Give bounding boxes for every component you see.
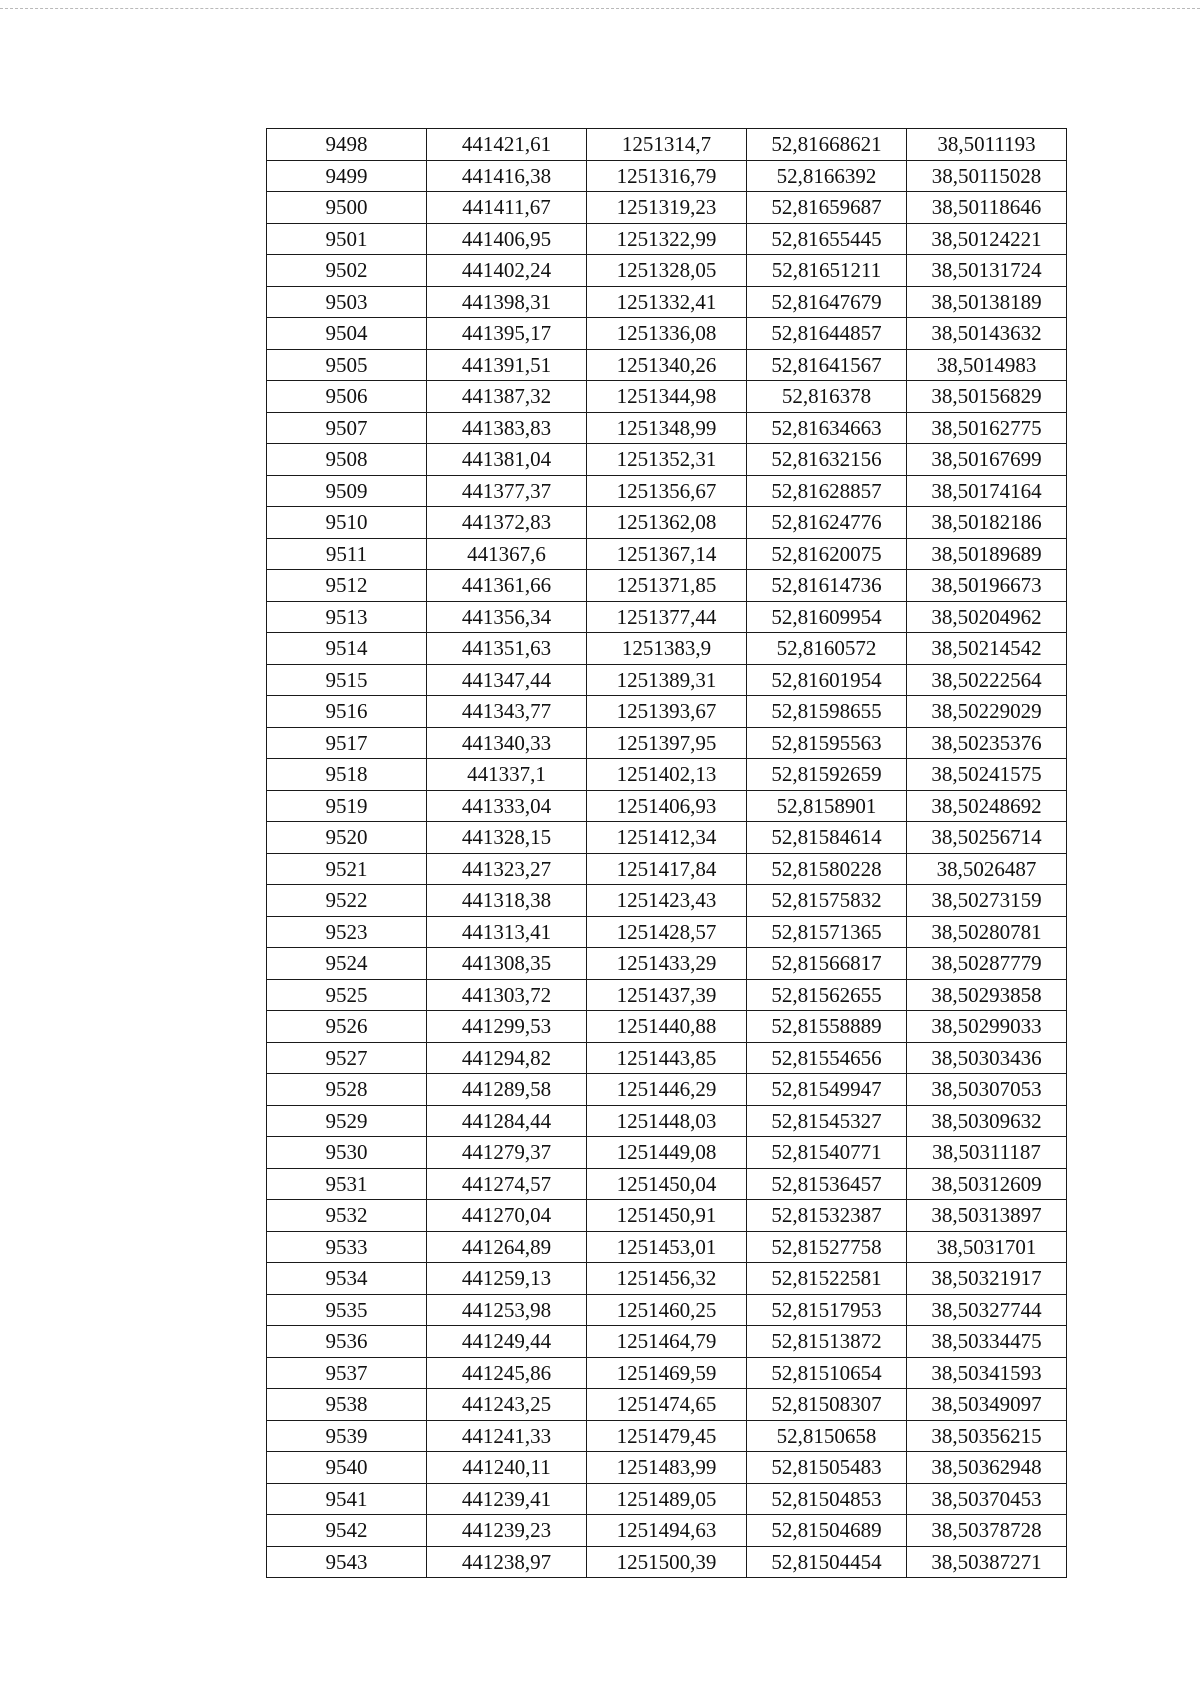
x-coordinate-cell: 441249,44 xyxy=(427,1326,587,1358)
y-coordinate-cell: 1251348,99 xyxy=(587,412,747,444)
point-number-cell: 9533 xyxy=(267,1231,427,1263)
point-number-cell: 9530 xyxy=(267,1137,427,1169)
longitude-cell: 38,50162775 xyxy=(907,412,1067,444)
y-coordinate-cell: 1251319,23 xyxy=(587,192,747,224)
x-coordinate-cell: 441387,32 xyxy=(427,381,587,413)
longitude-cell: 38,50321917 xyxy=(907,1263,1067,1295)
latitude-cell: 52,81592659 xyxy=(747,759,907,791)
longitude-cell: 38,50124221 xyxy=(907,223,1067,255)
latitude-cell: 52,8166392 xyxy=(747,160,907,192)
x-coordinate-cell: 441264,89 xyxy=(427,1231,587,1263)
y-coordinate-cell: 1251450,04 xyxy=(587,1168,747,1200)
x-coordinate-cell: 441279,37 xyxy=(427,1137,587,1169)
x-coordinate-cell: 441289,58 xyxy=(427,1074,587,1106)
table-row xyxy=(267,1452,1067,1484)
point-number-cell: 9518 xyxy=(267,759,427,791)
y-coordinate-cell: 1251423,43 xyxy=(587,885,747,917)
table-row xyxy=(267,1200,1067,1232)
table-row xyxy=(267,286,1067,318)
x-coordinate-cell: 441238,97 xyxy=(427,1546,587,1578)
y-coordinate-cell: 1251352,31 xyxy=(587,444,747,476)
y-coordinate-cell: 1251448,03 xyxy=(587,1105,747,1137)
table-row xyxy=(267,601,1067,633)
latitude-cell: 52,81527758 xyxy=(747,1231,907,1263)
y-coordinate-cell: 1251464,79 xyxy=(587,1326,747,1358)
latitude-cell: 52,81508307 xyxy=(747,1389,907,1421)
y-coordinate-cell: 1251389,31 xyxy=(587,664,747,696)
x-coordinate-cell: 441361,66 xyxy=(427,570,587,602)
x-coordinate-cell: 441402,24 xyxy=(427,255,587,287)
x-coordinate-cell: 441391,51 xyxy=(427,349,587,381)
table-row xyxy=(267,916,1067,948)
longitude-cell: 38,50370453 xyxy=(907,1483,1067,1515)
latitude-cell: 52,8150658 xyxy=(747,1420,907,1452)
y-coordinate-cell: 1251474,65 xyxy=(587,1389,747,1421)
latitude-cell: 52,81513872 xyxy=(747,1326,907,1358)
latitude-cell: 52,81540771 xyxy=(747,1137,907,1169)
point-number-cell: 9536 xyxy=(267,1326,427,1358)
point-number-cell: 9531 xyxy=(267,1168,427,1200)
x-coordinate-cell: 441270,04 xyxy=(427,1200,587,1232)
latitude-cell: 52,816378 xyxy=(747,381,907,413)
table-row xyxy=(267,1042,1067,1074)
longitude-cell: 38,50222564 xyxy=(907,664,1067,696)
longitude-cell: 38,50118646 xyxy=(907,192,1067,224)
y-coordinate-cell: 1251450,91 xyxy=(587,1200,747,1232)
x-coordinate-cell: 441333,04 xyxy=(427,790,587,822)
y-coordinate-cell: 1251453,01 xyxy=(587,1231,747,1263)
y-coordinate-cell: 1251449,08 xyxy=(587,1137,747,1169)
latitude-cell: 52,81545327 xyxy=(747,1105,907,1137)
longitude-cell: 38,50138189 xyxy=(907,286,1067,318)
y-coordinate-cell: 1251443,85 xyxy=(587,1042,747,1074)
x-coordinate-cell: 441323,27 xyxy=(427,853,587,885)
point-number-cell: 9513 xyxy=(267,601,427,633)
table-row xyxy=(267,1168,1067,1200)
latitude-cell: 52,81609954 xyxy=(747,601,907,633)
point-number-cell: 9502 xyxy=(267,255,427,287)
point-number-cell: 9537 xyxy=(267,1357,427,1389)
point-number-cell: 9524 xyxy=(267,948,427,980)
point-number-cell: 9516 xyxy=(267,696,427,728)
point-number-cell: 9532 xyxy=(267,1200,427,1232)
table-row xyxy=(267,759,1067,791)
latitude-cell: 52,8158901 xyxy=(747,790,907,822)
table-row xyxy=(267,318,1067,350)
point-number-cell: 9527 xyxy=(267,1042,427,1074)
x-coordinate-cell: 441337,1 xyxy=(427,759,587,791)
latitude-cell: 52,81659687 xyxy=(747,192,907,224)
x-coordinate-cell: 441241,33 xyxy=(427,1420,587,1452)
x-coordinate-cell: 441411,67 xyxy=(427,192,587,224)
latitude-cell: 52,81624776 xyxy=(747,507,907,539)
longitude-cell: 38,50167699 xyxy=(907,444,1067,476)
longitude-cell: 38,50156829 xyxy=(907,381,1067,413)
x-coordinate-cell: 441318,38 xyxy=(427,885,587,917)
latitude-cell: 52,81655445 xyxy=(747,223,907,255)
x-coordinate-cell: 441416,38 xyxy=(427,160,587,192)
table-row xyxy=(267,1105,1067,1137)
x-coordinate-cell: 441294,82 xyxy=(427,1042,587,1074)
point-number-cell: 9526 xyxy=(267,1011,427,1043)
longitude-cell: 38,50334475 xyxy=(907,1326,1067,1358)
point-number-cell: 9504 xyxy=(267,318,427,350)
table-row xyxy=(267,979,1067,1011)
point-number-cell: 9523 xyxy=(267,916,427,948)
table-row xyxy=(267,822,1067,854)
longitude-cell: 38,50280781 xyxy=(907,916,1067,948)
latitude-cell: 52,81510654 xyxy=(747,1357,907,1389)
longitude-cell: 38,50256714 xyxy=(907,822,1067,854)
latitude-cell: 52,81575832 xyxy=(747,885,907,917)
table-row xyxy=(267,696,1067,728)
y-coordinate-cell: 1251412,34 xyxy=(587,822,747,854)
y-coordinate-cell: 1251397,95 xyxy=(587,727,747,759)
longitude-cell: 38,50189689 xyxy=(907,538,1067,570)
latitude-cell: 52,81620075 xyxy=(747,538,907,570)
point-number-cell: 9534 xyxy=(267,1263,427,1295)
y-coordinate-cell: 1251483,99 xyxy=(587,1452,747,1484)
y-coordinate-cell: 1251446,29 xyxy=(587,1074,747,1106)
latitude-cell: 52,81532387 xyxy=(747,1200,907,1232)
longitude-cell: 38,50299033 xyxy=(907,1011,1067,1043)
x-coordinate-cell: 441347,44 xyxy=(427,664,587,696)
y-coordinate-cell: 1251456,32 xyxy=(587,1263,747,1295)
y-coordinate-cell: 1251489,05 xyxy=(587,1483,747,1515)
x-coordinate-cell: 441356,34 xyxy=(427,601,587,633)
y-coordinate-cell: 1251322,99 xyxy=(587,223,747,255)
point-number-cell: 9519 xyxy=(267,790,427,822)
longitude-cell: 38,50356215 xyxy=(907,1420,1067,1452)
scan-top-edge xyxy=(0,8,1200,9)
longitude-cell: 38,50241575 xyxy=(907,759,1067,791)
latitude-cell: 52,81641567 xyxy=(747,349,907,381)
table-row xyxy=(267,633,1067,665)
point-number-cell: 9515 xyxy=(267,664,427,696)
y-coordinate-cell: 1251433,29 xyxy=(587,948,747,980)
table-row xyxy=(267,1263,1067,1295)
point-number-cell: 9539 xyxy=(267,1420,427,1452)
x-coordinate-cell: 441372,83 xyxy=(427,507,587,539)
table-row xyxy=(267,192,1067,224)
longitude-cell: 38,50327744 xyxy=(907,1294,1067,1326)
latitude-cell: 52,81522581 xyxy=(747,1263,907,1295)
table-row xyxy=(267,885,1067,917)
table-row xyxy=(267,1546,1067,1578)
x-coordinate-cell: 441381,04 xyxy=(427,444,587,476)
x-coordinate-cell: 441351,63 xyxy=(427,633,587,665)
longitude-cell: 38,50287779 xyxy=(907,948,1067,980)
x-coordinate-cell: 441245,86 xyxy=(427,1357,587,1389)
point-number-cell: 9529 xyxy=(267,1105,427,1137)
x-coordinate-cell: 441395,17 xyxy=(427,318,587,350)
table-row xyxy=(267,727,1067,759)
x-coordinate-cell: 441239,41 xyxy=(427,1483,587,1515)
longitude-cell: 38,50303436 xyxy=(907,1042,1067,1074)
table-row xyxy=(267,475,1067,507)
longitude-cell: 38,50349097 xyxy=(907,1389,1067,1421)
table-row xyxy=(267,538,1067,570)
x-coordinate-cell: 441367,6 xyxy=(427,538,587,570)
x-coordinate-cell: 441284,44 xyxy=(427,1105,587,1137)
y-coordinate-cell: 1251494,63 xyxy=(587,1515,747,1547)
longitude-cell: 38,50311187 xyxy=(907,1137,1067,1169)
x-coordinate-cell: 441383,83 xyxy=(427,412,587,444)
latitude-cell: 52,81601954 xyxy=(747,664,907,696)
y-coordinate-cell: 1251469,59 xyxy=(587,1357,747,1389)
table-row xyxy=(267,507,1067,539)
point-number-cell: 9503 xyxy=(267,286,427,318)
longitude-cell: 38,50387271 xyxy=(907,1546,1067,1578)
point-number-cell: 9506 xyxy=(267,381,427,413)
y-coordinate-cell: 1251383,9 xyxy=(587,633,747,665)
y-coordinate-cell: 1251417,84 xyxy=(587,853,747,885)
coordinates-table-body xyxy=(267,129,1067,1578)
longitude-cell: 38,50143632 xyxy=(907,318,1067,350)
point-number-cell: 9500 xyxy=(267,192,427,224)
longitude-cell: 38,50378728 xyxy=(907,1515,1067,1547)
longitude-cell: 38,50341593 xyxy=(907,1357,1067,1389)
point-number-cell: 9510 xyxy=(267,507,427,539)
longitude-cell: 38,50235376 xyxy=(907,727,1067,759)
y-coordinate-cell: 1251362,08 xyxy=(587,507,747,539)
latitude-cell: 52,81632156 xyxy=(747,444,907,476)
longitude-cell: 38,50362948 xyxy=(907,1452,1067,1484)
x-coordinate-cell: 441240,11 xyxy=(427,1452,587,1484)
latitude-cell: 52,81505483 xyxy=(747,1452,907,1484)
point-number-cell: 9520 xyxy=(267,822,427,854)
table-row xyxy=(267,1074,1067,1106)
latitude-cell: 52,81562655 xyxy=(747,979,907,1011)
point-number-cell: 9499 xyxy=(267,160,427,192)
longitude-cell: 38,50131724 xyxy=(907,255,1067,287)
point-number-cell: 9525 xyxy=(267,979,427,1011)
table-row xyxy=(267,948,1067,980)
y-coordinate-cell: 1251336,08 xyxy=(587,318,747,350)
latitude-cell: 52,81634663 xyxy=(747,412,907,444)
point-number-cell: 9543 xyxy=(267,1546,427,1578)
longitude-cell: 38,50313897 xyxy=(907,1200,1067,1232)
y-coordinate-cell: 1251406,93 xyxy=(587,790,747,822)
point-number-cell: 9509 xyxy=(267,475,427,507)
y-coordinate-cell: 1251460,25 xyxy=(587,1294,747,1326)
longitude-cell: 38,50196673 xyxy=(907,570,1067,602)
y-coordinate-cell: 1251314,7 xyxy=(587,129,747,161)
table-row xyxy=(267,223,1067,255)
table-row xyxy=(267,160,1067,192)
y-coordinate-cell: 1251500,39 xyxy=(587,1546,747,1578)
table-row xyxy=(267,790,1067,822)
x-coordinate-cell: 441377,37 xyxy=(427,475,587,507)
x-coordinate-cell: 441340,33 xyxy=(427,727,587,759)
point-number-cell: 9541 xyxy=(267,1483,427,1515)
y-coordinate-cell: 1251440,88 xyxy=(587,1011,747,1043)
longitude-cell: 38,50273159 xyxy=(907,885,1067,917)
latitude-cell: 52,81668621 xyxy=(747,129,907,161)
point-number-cell: 9521 xyxy=(267,853,427,885)
latitude-cell: 52,81595563 xyxy=(747,727,907,759)
table-row xyxy=(267,1231,1067,1263)
y-coordinate-cell: 1251371,85 xyxy=(587,570,747,602)
latitude-cell: 52,81651211 xyxy=(747,255,907,287)
latitude-cell: 52,81554656 xyxy=(747,1042,907,1074)
latitude-cell: 52,81504689 xyxy=(747,1515,907,1547)
latitude-cell: 52,81598655 xyxy=(747,696,907,728)
longitude-cell: 38,5031701 xyxy=(907,1231,1067,1263)
table-row xyxy=(267,1357,1067,1389)
table-row xyxy=(267,853,1067,885)
point-number-cell: 9511 xyxy=(267,538,427,570)
y-coordinate-cell: 1251316,79 xyxy=(587,160,747,192)
point-number-cell: 9508 xyxy=(267,444,427,476)
y-coordinate-cell: 1251367,14 xyxy=(587,538,747,570)
longitude-cell: 38,50307053 xyxy=(907,1074,1067,1106)
x-coordinate-cell: 441303,72 xyxy=(427,979,587,1011)
x-coordinate-cell: 441343,77 xyxy=(427,696,587,728)
y-coordinate-cell: 1251344,98 xyxy=(587,381,747,413)
table-row xyxy=(267,570,1067,602)
y-coordinate-cell: 1251328,05 xyxy=(587,255,747,287)
x-coordinate-cell: 441313,41 xyxy=(427,916,587,948)
latitude-cell: 52,8160572 xyxy=(747,633,907,665)
x-coordinate-cell: 441328,15 xyxy=(427,822,587,854)
x-coordinate-cell: 441243,25 xyxy=(427,1389,587,1421)
x-coordinate-cell: 441274,57 xyxy=(427,1168,587,1200)
longitude-cell: 38,50174164 xyxy=(907,475,1067,507)
latitude-cell: 52,81644857 xyxy=(747,318,907,350)
point-number-cell: 9507 xyxy=(267,412,427,444)
table-row xyxy=(267,1326,1067,1358)
longitude-cell: 38,50214542 xyxy=(907,633,1067,665)
coordinates-table xyxy=(266,128,1067,1578)
y-coordinate-cell: 1251393,67 xyxy=(587,696,747,728)
latitude-cell: 52,81517953 xyxy=(747,1294,907,1326)
latitude-cell: 52,81504454 xyxy=(747,1546,907,1578)
point-number-cell: 9505 xyxy=(267,349,427,381)
table-row xyxy=(267,129,1067,161)
point-number-cell: 9528 xyxy=(267,1074,427,1106)
point-number-cell: 9512 xyxy=(267,570,427,602)
table-row xyxy=(267,381,1067,413)
y-coordinate-cell: 1251332,41 xyxy=(587,286,747,318)
table-row xyxy=(267,1483,1067,1515)
y-coordinate-cell: 1251402,13 xyxy=(587,759,747,791)
table-row xyxy=(267,412,1067,444)
point-number-cell: 9517 xyxy=(267,727,427,759)
longitude-cell: 38,50293858 xyxy=(907,979,1067,1011)
point-number-cell: 9501 xyxy=(267,223,427,255)
longitude-cell: 38,5026487 xyxy=(907,853,1067,885)
longitude-cell: 38,5011193 xyxy=(907,129,1067,161)
longitude-cell: 38,50204962 xyxy=(907,601,1067,633)
table-row xyxy=(267,1389,1067,1421)
latitude-cell: 52,81647679 xyxy=(747,286,907,318)
table-row xyxy=(267,1011,1067,1043)
y-coordinate-cell: 1251479,45 xyxy=(587,1420,747,1452)
point-number-cell: 9540 xyxy=(267,1452,427,1484)
point-number-cell: 9542 xyxy=(267,1515,427,1547)
x-coordinate-cell: 441308,35 xyxy=(427,948,587,980)
y-coordinate-cell: 1251377,44 xyxy=(587,601,747,633)
latitude-cell: 52,81580228 xyxy=(747,853,907,885)
x-coordinate-cell: 441299,53 xyxy=(427,1011,587,1043)
latitude-cell: 52,81566817 xyxy=(747,948,907,980)
point-number-cell: 9535 xyxy=(267,1294,427,1326)
latitude-cell: 52,81628857 xyxy=(747,475,907,507)
table-row xyxy=(267,444,1067,476)
y-coordinate-cell: 1251356,67 xyxy=(587,475,747,507)
latitude-cell: 52,81558889 xyxy=(747,1011,907,1043)
latitude-cell: 52,81504853 xyxy=(747,1483,907,1515)
longitude-cell: 38,50248692 xyxy=(907,790,1067,822)
longitude-cell: 38,50309632 xyxy=(907,1105,1067,1137)
table-row xyxy=(267,1420,1067,1452)
latitude-cell: 52,81571365 xyxy=(747,916,907,948)
latitude-cell: 52,81549947 xyxy=(747,1074,907,1106)
table-row xyxy=(267,664,1067,696)
point-number-cell: 9498 xyxy=(267,129,427,161)
longitude-cell: 38,50182186 xyxy=(907,507,1067,539)
y-coordinate-cell: 1251437,39 xyxy=(587,979,747,1011)
x-coordinate-cell: 441406,95 xyxy=(427,223,587,255)
table-row xyxy=(267,349,1067,381)
latitude-cell: 52,81614736 xyxy=(747,570,907,602)
latitude-cell: 52,81584614 xyxy=(747,822,907,854)
latitude-cell: 52,81536457 xyxy=(747,1168,907,1200)
x-coordinate-cell: 441259,13 xyxy=(427,1263,587,1295)
table-row xyxy=(267,1137,1067,1169)
point-number-cell: 9538 xyxy=(267,1389,427,1421)
x-coordinate-cell: 441421,61 xyxy=(427,129,587,161)
table-row xyxy=(267,1294,1067,1326)
longitude-cell: 38,50115028 xyxy=(907,160,1067,192)
table-row xyxy=(267,255,1067,287)
y-coordinate-cell: 1251340,26 xyxy=(587,349,747,381)
longitude-cell: 38,50312609 xyxy=(907,1168,1067,1200)
x-coordinate-cell: 441253,98 xyxy=(427,1294,587,1326)
y-coordinate-cell: 1251428,57 xyxy=(587,916,747,948)
x-coordinate-cell: 441398,31 xyxy=(427,286,587,318)
x-coordinate-cell: 441239,23 xyxy=(427,1515,587,1547)
table-row xyxy=(267,1515,1067,1547)
point-number-cell: 9522 xyxy=(267,885,427,917)
point-number-cell: 9514 xyxy=(267,633,427,665)
longitude-cell: 38,50229029 xyxy=(907,696,1067,728)
longitude-cell: 38,5014983 xyxy=(907,349,1067,381)
